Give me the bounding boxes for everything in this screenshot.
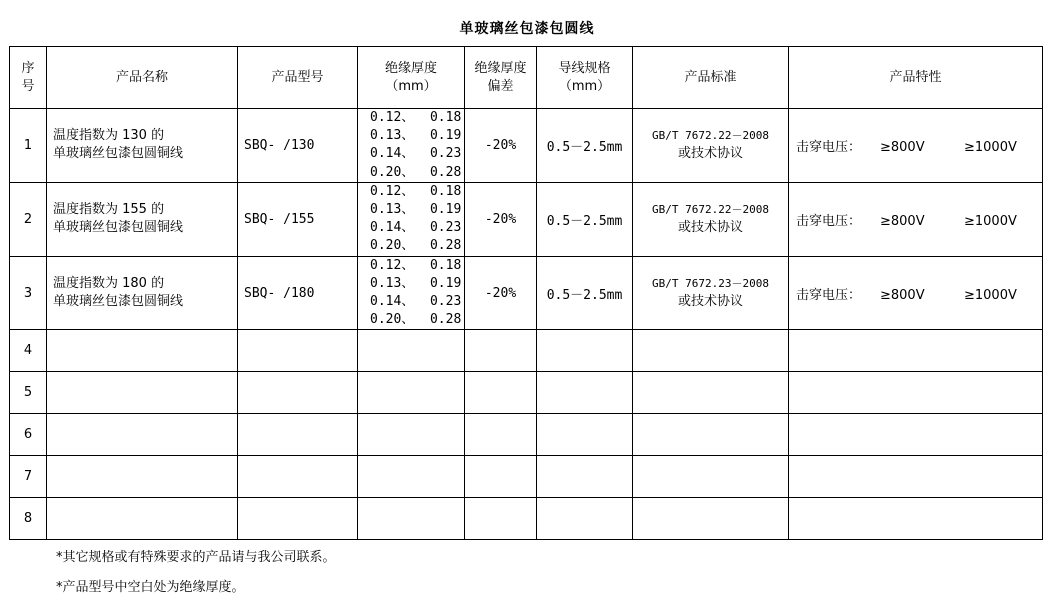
empty-cell [238, 456, 358, 498]
empty-cell [537, 414, 633, 456]
header-standard: 产品标准 [633, 47, 789, 109]
empty-cell [633, 414, 789, 456]
product-model: SBQ- /130 [238, 109, 358, 183]
empty-cell [47, 456, 238, 498]
empty-cell [789, 372, 1043, 414]
header-deviation: 绝缘厚度 偏差 [465, 47, 537, 109]
product-model: SBQ- /155 [238, 182, 358, 256]
header-spec: 导线规格 （mm） [537, 47, 633, 109]
product-standard: GB/T 7672.22－2008 或技术协议 [633, 109, 789, 183]
empty-cell [465, 414, 537, 456]
empty-cell [789, 414, 1043, 456]
empty-cell [633, 456, 789, 498]
row-index: 7 [10, 456, 47, 498]
empty-cell [789, 330, 1043, 372]
product-name: 温度指数为 155 的 单玻璃丝包漆包圆铜线 [47, 182, 238, 256]
table-row [10, 182, 1043, 256]
row-index: 1 [10, 109, 47, 183]
empty-cell [358, 498, 465, 540]
product-standard: GB/T 7672.22－2008 或技术协议 [633, 182, 789, 256]
empty-cell [47, 372, 238, 414]
product-name: 温度指数为 180 的 单玻璃丝包漆包圆铜线 [47, 256, 238, 330]
table-row [10, 456, 1043, 498]
empty-cell [633, 372, 789, 414]
product-features: 击穿电压： ≥800V ≥1000V [789, 182, 1043, 256]
thickness-deviation: -20% [465, 256, 537, 330]
table-row [10, 498, 1043, 540]
empty-cell [537, 372, 633, 414]
page-title: 单玻璃丝包漆包圆线 [459, 21, 595, 37]
insulation-thickness: 0.12、 0.18 0.13、 0.19 0.14、 0.23 0.20、 0.28 [358, 109, 465, 183]
empty-cell [358, 330, 465, 372]
empty-cell [537, 498, 633, 540]
empty-cell [633, 330, 789, 372]
thickness-deviation: -20% [465, 182, 537, 256]
empty-cell [238, 330, 358, 372]
empty-cell [633, 498, 789, 540]
empty-cell [47, 414, 238, 456]
table-row [10, 109, 1043, 183]
empty-cell [465, 456, 537, 498]
product-features: 击穿电压： ≥800V ≥1000V [789, 109, 1043, 183]
header-model: 产品型号 [238, 47, 358, 109]
table-row [10, 256, 1043, 330]
empty-cell [537, 330, 633, 372]
wire-spec: 0.5－2.5mm [537, 182, 633, 256]
empty-cell [537, 456, 633, 498]
row-index: 5 [10, 372, 47, 414]
row-index: 4 [10, 330, 47, 372]
header-name: 产品名称 [47, 47, 238, 109]
row-index: 2 [10, 182, 47, 256]
header-features: 产品特性 [789, 47, 1043, 109]
row-index: 3 [10, 256, 47, 330]
empty-cell [358, 414, 465, 456]
wire-spec: 0.5－2.5mm [537, 256, 633, 330]
footnote-contact: *其它规格或有特殊要求的产品请与我公司联系。 [56, 550, 336, 565]
insulation-thickness: 0.12、 0.18 0.13、 0.19 0.14、 0.23 0.20、 0.28 [358, 182, 465, 256]
empty-cell [358, 456, 465, 498]
empty-cell [238, 498, 358, 540]
empty-cell [358, 372, 465, 414]
empty-cell [789, 456, 1043, 498]
empty-cell [47, 330, 238, 372]
wire-spec: 0.5－2.5mm [537, 109, 633, 183]
product-table [9, 46, 1043, 540]
product-name: 温度指数为 130 的 单玻璃丝包漆包圆铜线 [47, 109, 238, 183]
product-features: 击穿电压： ≥800V ≥1000V [789, 256, 1043, 330]
empty-cell [465, 498, 537, 540]
table-row [10, 330, 1043, 372]
row-index: 6 [10, 414, 47, 456]
product-model: SBQ- /180 [238, 256, 358, 330]
thickness-deviation: -20% [465, 109, 537, 183]
header-index: 序 号 [10, 47, 47, 109]
product-standard: GB/T 7672.23－2008 或技术协议 [633, 256, 789, 330]
empty-cell [465, 372, 537, 414]
row-index: 8 [10, 498, 47, 540]
empty-cell [789, 498, 1043, 540]
empty-cell [47, 498, 238, 540]
empty-cell [238, 372, 358, 414]
table-row [10, 372, 1043, 414]
empty-cell [465, 330, 537, 372]
insulation-thickness: 0.12、 0.18 0.13、 0.19 0.14、 0.23 0.20、 0.28 [358, 256, 465, 330]
footnote-model-blank: *产品型号中空白处为绝缘厚度。 [56, 580, 245, 595]
header-row [10, 47, 1043, 109]
empty-cell [238, 414, 358, 456]
header-thickness: 绝缘厚度 （mm） [358, 47, 465, 109]
table-row [10, 414, 1043, 456]
